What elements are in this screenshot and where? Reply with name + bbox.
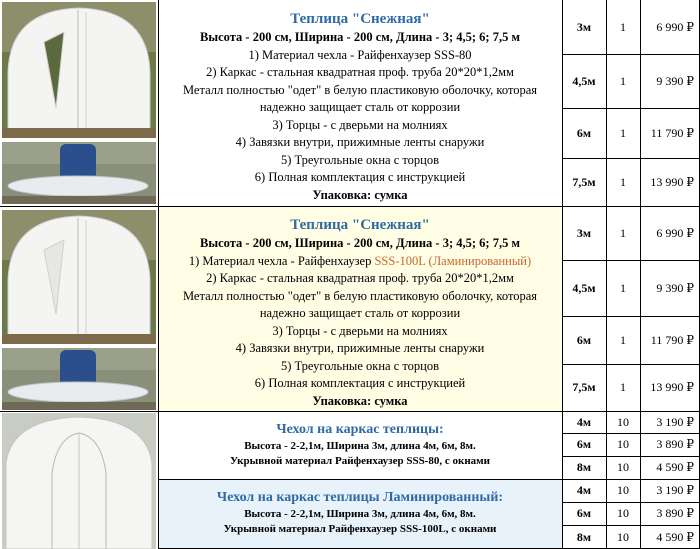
price-cell: 11 790 ₽ xyxy=(650,332,694,347)
section2-line: 3) Торцы - с дверьми на молниях xyxy=(272,323,448,338)
section3-line: Укрывной материал Райфенхаузер SSS-80, с окнами xyxy=(230,455,490,467)
greenhouse-photo xyxy=(2,2,156,138)
section1-line: Высота - 200 см, Ширина - 200 см, Длина - 3; 4,5; 6; 7,5 м xyxy=(200,30,520,44)
size-cell: 7,5м xyxy=(572,380,596,394)
grid-line xyxy=(562,502,700,503)
qty-cell: 10 xyxy=(617,506,629,520)
size-cell: 6м xyxy=(576,437,592,451)
grid-line xyxy=(0,206,700,207)
price-cell: 9 390 ₽ xyxy=(656,280,694,295)
section1-line: 4) Завязки внутри, прижимные ленты снаружи xyxy=(235,135,485,149)
section1-description xyxy=(158,10,562,204)
section1-line: 6) Полная комплектация с инструкцией xyxy=(254,170,466,184)
material-highlight: SSS-100L (Ламинированный) xyxy=(374,253,532,268)
section4-description xyxy=(158,489,562,537)
section1-line: 1) Материал чехла - Райфенхаузер SSS-80 xyxy=(248,47,472,62)
price-cell: 6 990 ₽ xyxy=(656,19,694,34)
section2-description xyxy=(158,216,562,410)
section1-line: Металл полностью "одет" в белую пластиковую оболочку, которая xyxy=(182,82,538,97)
section1-title: Теплица "Снежная" xyxy=(290,11,430,27)
grid-line xyxy=(562,158,700,159)
qty-cell: 1 xyxy=(620,125,626,140)
price-cell: 11 790 ₽ xyxy=(650,125,694,140)
material-prefix: 1) Материал чехла - Райфенхаузер xyxy=(188,253,375,268)
section-greenhouse-sss100l xyxy=(0,206,700,411)
size-cell: 6м xyxy=(576,125,592,140)
price-cell: 6 990 ₽ xyxy=(656,225,694,240)
packed-bag-photo xyxy=(2,348,156,410)
qty-cell: 1 xyxy=(620,225,626,240)
grid-line xyxy=(562,108,700,109)
section1-line: 3) Торцы - с дверьми на молниях xyxy=(272,117,448,132)
size-cell: 4,5м xyxy=(572,280,596,295)
grid-line xyxy=(158,479,700,480)
section1-line: надежно защищает сталь от коррозии xyxy=(259,100,461,114)
price-cell: 3 190 ₽ xyxy=(656,414,694,429)
section2-title: Теплица "Снежная" xyxy=(290,217,430,233)
qty-cell: 1 xyxy=(620,332,626,347)
qty-cell: 1 xyxy=(620,19,626,34)
packed-bag-photo xyxy=(2,142,156,204)
grid-line xyxy=(562,364,700,365)
qty-cell: 10 xyxy=(617,529,629,544)
qty-cell: 1 xyxy=(620,380,626,394)
section-greenhouse-sss80 xyxy=(0,0,700,206)
size-cell: 3м xyxy=(576,19,592,34)
price-cell: 4 590 ₽ xyxy=(656,460,694,474)
section1-line: Упаковка: сумка xyxy=(312,187,408,202)
section1-line: 2) Каркас - стальная квадратная проф. труба 20*20*1,2мм xyxy=(206,65,514,79)
section2-line: Металл полностью "одет" в белую пластиковую оболочку, которая xyxy=(182,288,538,303)
price-cell: 13 990 ₽ xyxy=(650,380,694,394)
section2-line: Упаковка: сумка xyxy=(312,393,408,408)
grid-line xyxy=(562,456,700,457)
qty-cell: 10 xyxy=(617,437,629,451)
section2-line: 5) Треугольные окна с торцов xyxy=(280,358,440,373)
section2-line: Высота - 200 см, Ширина - 200 см, Длина - 3; 4,5; 6; 7,5 м xyxy=(200,236,520,250)
grid-line xyxy=(0,411,700,412)
size-cell: 8м xyxy=(576,529,592,544)
section4-title: Чехол на каркас теплицы Ламинированный: xyxy=(216,490,504,505)
price-cell: 4 590 ₽ xyxy=(656,529,694,544)
qty-cell: 10 xyxy=(617,414,629,429)
grid-line xyxy=(562,0,563,549)
section-cover-sss80 xyxy=(0,411,700,479)
grid-line xyxy=(606,0,607,549)
section2-line: 2) Каркас - стальная квадратная проф. труба 20*20*1,2мм xyxy=(206,271,514,285)
section3-description xyxy=(158,421,562,469)
grid-line xyxy=(562,316,700,317)
qty-cell: 10 xyxy=(617,460,629,474)
section1-line: 5) Треугольные окна с торцов xyxy=(280,152,440,167)
grid-line xyxy=(562,54,700,55)
section3-title: Чехол на каркас теплицы: xyxy=(276,422,444,437)
size-cell: 8м xyxy=(576,460,592,474)
size-cell: 4м xyxy=(576,483,592,497)
greenhouse-photo xyxy=(2,210,156,344)
size-cell: 6м xyxy=(576,506,592,520)
grid-line xyxy=(562,260,700,261)
price-cell: 3 890 ₽ xyxy=(656,437,694,451)
grid-line xyxy=(158,0,159,549)
size-cell: 7,5м xyxy=(572,174,596,189)
grid-line xyxy=(562,525,700,526)
qty-cell: 10 xyxy=(617,483,629,497)
grid-line xyxy=(562,433,700,434)
section-cover-sss100l xyxy=(0,479,700,549)
size-cell: 4м xyxy=(576,414,592,429)
qty-cell: 1 xyxy=(620,174,626,189)
section2-line: 4) Завязки внутри, прижимные ленты снаружи xyxy=(235,341,485,355)
section2-line: 6) Полная комплектация с инструкцией xyxy=(254,376,466,390)
size-cell: 4,5м xyxy=(572,73,596,88)
size-cell: 6м xyxy=(576,332,592,347)
price-cell: 3 890 ₽ xyxy=(656,506,694,520)
section2-line: надежно защищает сталь от коррозии xyxy=(259,306,461,320)
qty-cell: 1 xyxy=(620,73,626,88)
price-cell: 9 390 ₽ xyxy=(656,73,694,88)
section3-line: Высота - 2-2,1м, Ширина 3м, длина 4м, 6м, 8м. xyxy=(244,440,476,452)
qty-cell: 1 xyxy=(620,280,626,295)
section4-line: Укрывной материал Райфенхаузер SSS-100L, с окнами xyxy=(223,523,497,535)
size-cell: 3м xyxy=(576,225,592,240)
price-cell: 13 990 ₽ xyxy=(650,174,694,189)
section4-line: Высота - 2-2,1м, Ширина 3м, длина 4м, 6м, 8м. xyxy=(244,508,476,520)
price-cell: 3 190 ₽ xyxy=(656,483,694,497)
section2-line xyxy=(158,253,562,271)
grid-line xyxy=(640,0,641,549)
